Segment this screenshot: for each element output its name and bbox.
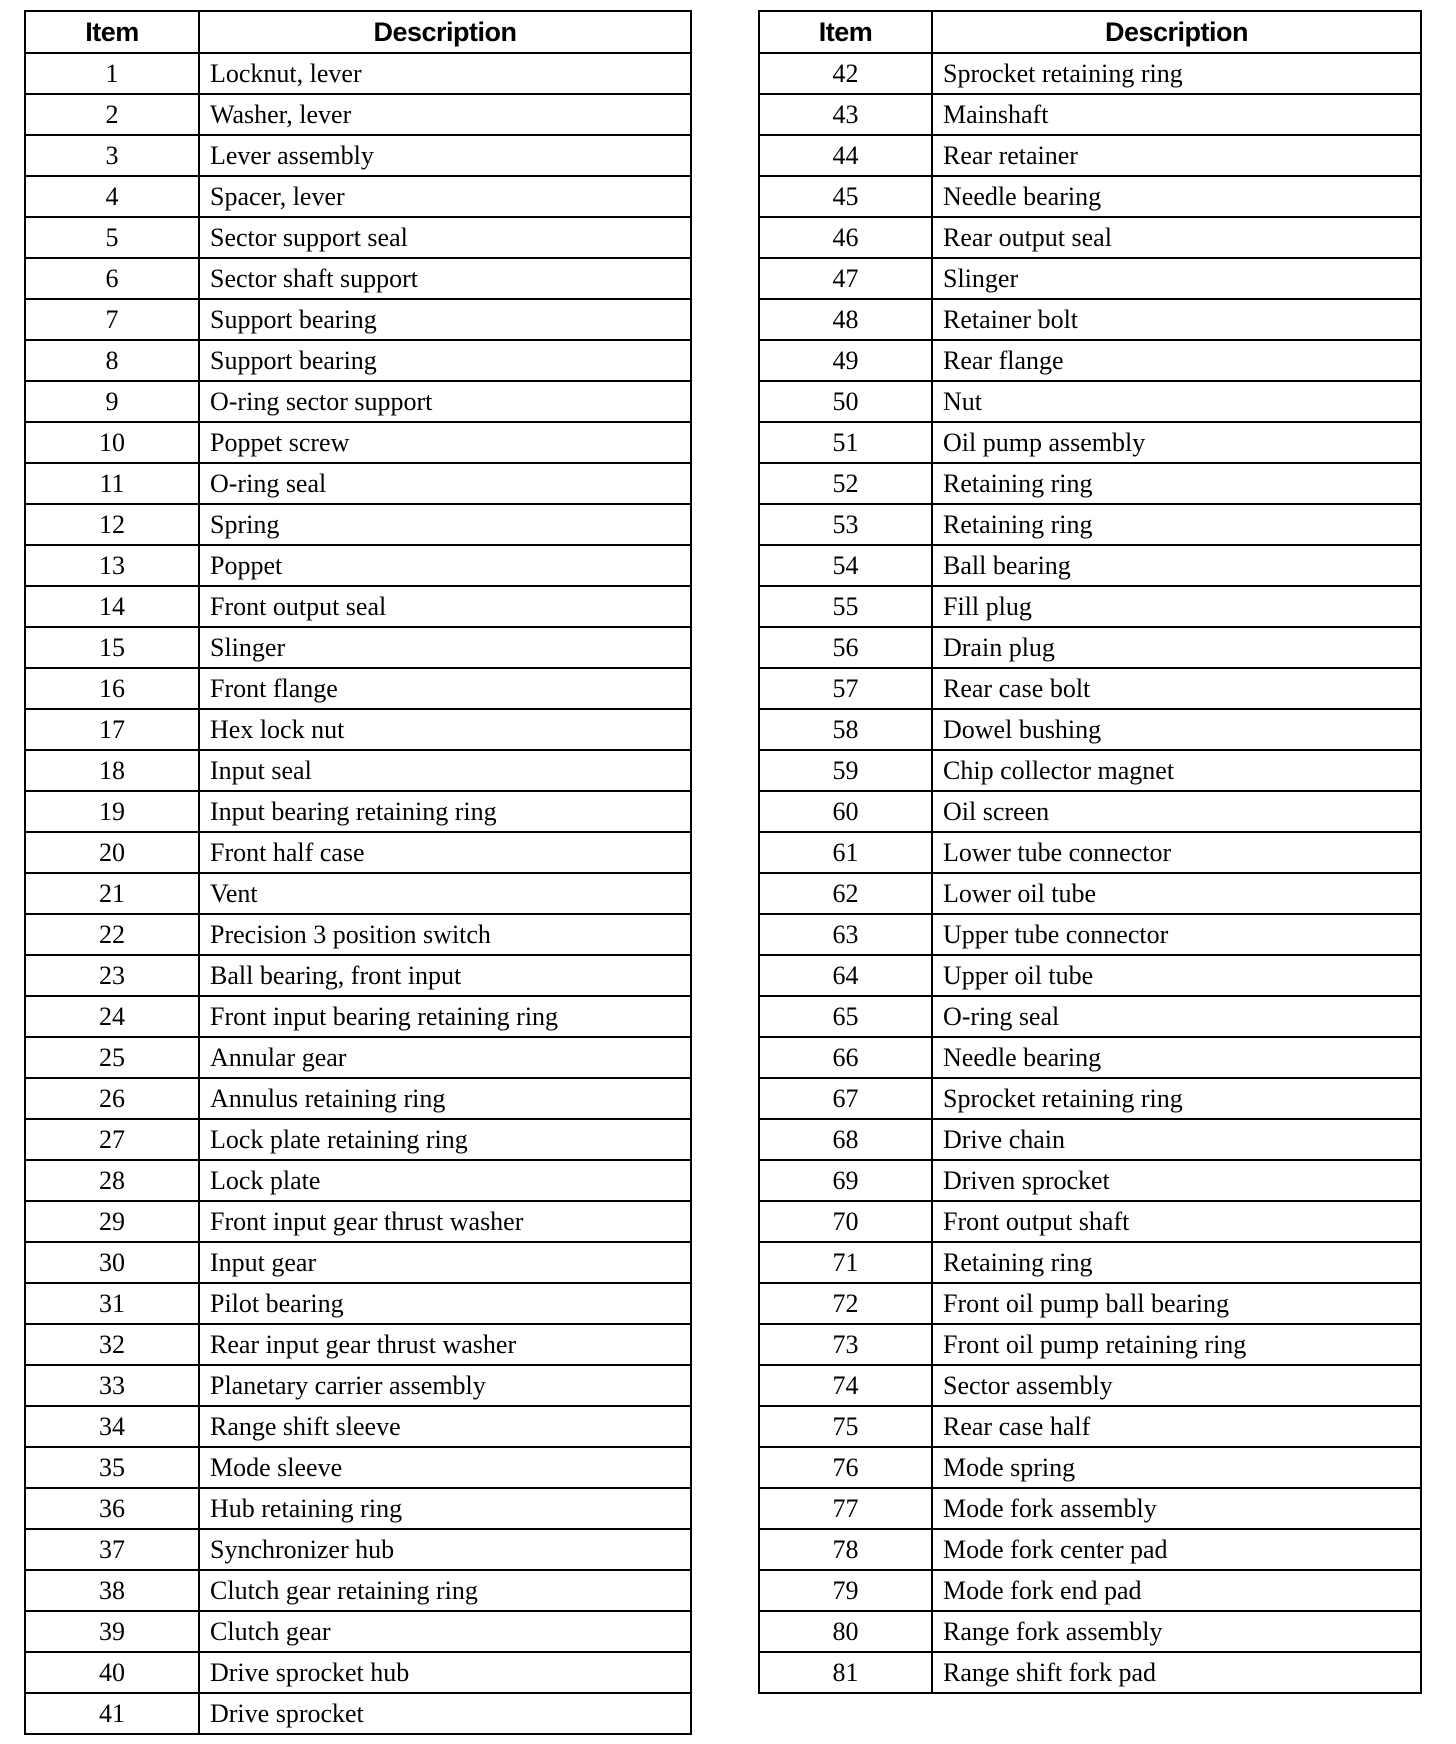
item-number: 14 [25, 586, 199, 627]
item-number: 35 [25, 1447, 199, 1488]
table-row [759, 668, 1421, 709]
column-header-description: Description [932, 11, 1421, 53]
item-description: Fill plug [932, 586, 1421, 627]
item-number: 41 [25, 1693, 199, 1734]
table-row [25, 299, 691, 340]
table-row [25, 1078, 691, 1119]
item-description: Ball bearing [932, 545, 1421, 586]
table-row [759, 1283, 1421, 1324]
table-row [25, 1611, 691, 1652]
table-row [25, 1119, 691, 1160]
table-row [759, 504, 1421, 545]
item-number: 37 [25, 1529, 199, 1570]
item-description: Locknut, lever [199, 53, 691, 94]
item-number: 52 [759, 463, 932, 504]
item-number: 66 [759, 1037, 932, 1078]
item-number: 59 [759, 750, 932, 791]
item-number: 1 [25, 53, 199, 94]
item-description: Ball bearing, front input [199, 955, 691, 996]
item-number: 38 [25, 1570, 199, 1611]
header-row [25, 11, 691, 53]
item-description: Mainshaft [932, 94, 1421, 135]
item-number: 69 [759, 1160, 932, 1201]
item-description: Mode fork center pad [932, 1529, 1421, 1570]
item-description: Front input gear thrust washer [199, 1201, 691, 1242]
table-row [25, 1283, 691, 1324]
item-number: 6 [25, 258, 199, 299]
table-row [25, 1037, 691, 1078]
item-description: Retainer bolt [932, 299, 1421, 340]
table-row [759, 94, 1421, 135]
item-description: Synchronizer hub [199, 1529, 691, 1570]
item-number: 54 [759, 545, 932, 586]
table-row [25, 1242, 691, 1283]
table-row [25, 545, 691, 586]
item-number: 30 [25, 1242, 199, 1283]
item-number: 62 [759, 873, 932, 914]
table-row [759, 463, 1421, 504]
table-row [25, 791, 691, 832]
item-description: Sector shaft support [199, 258, 691, 299]
item-number: 80 [759, 1611, 932, 1652]
item-number: 16 [25, 668, 199, 709]
item-description: Hex lock nut [199, 709, 691, 750]
table-row [759, 1324, 1421, 1365]
table-row [25, 463, 691, 504]
item-description: Driven sprocket [932, 1160, 1421, 1201]
table-row [25, 1693, 691, 1734]
item-description: Range shift fork pad [932, 1652, 1421, 1693]
table-row [25, 1447, 691, 1488]
item-description: Front oil pump retaining ring [932, 1324, 1421, 1365]
item-description: Vent [199, 873, 691, 914]
item-description: O-ring sector support [199, 381, 691, 422]
table-row [759, 545, 1421, 586]
item-description: Annular gear [199, 1037, 691, 1078]
item-description: Retaining ring [932, 463, 1421, 504]
item-description: Front input bearing retaining ring [199, 996, 691, 1037]
item-description: Lock plate retaining ring [199, 1119, 691, 1160]
table-row [25, 94, 691, 135]
item-number: 2 [25, 94, 199, 135]
item-description: Chip collector magnet [932, 750, 1421, 791]
table-row [759, 340, 1421, 381]
item-description: Clutch gear retaining ring [199, 1570, 691, 1611]
item-description: Oil screen [932, 791, 1421, 832]
table-row [759, 1488, 1421, 1529]
table-row [25, 586, 691, 627]
item-number: 55 [759, 586, 932, 627]
item-number: 65 [759, 996, 932, 1037]
item-number: 33 [25, 1365, 199, 1406]
item-number: 40 [25, 1652, 199, 1693]
item-description: Sector support seal [199, 217, 691, 258]
item-number: 79 [759, 1570, 932, 1611]
item-number: 77 [759, 1488, 932, 1529]
table-row [25, 1406, 691, 1447]
item-description: Input seal [199, 750, 691, 791]
item-description: Range fork assembly [932, 1611, 1421, 1652]
item-description: Precision 3 position switch [199, 914, 691, 955]
item-description: Lower tube connector [932, 832, 1421, 873]
item-number: 71 [759, 1242, 932, 1283]
item-description: Support bearing [199, 340, 691, 381]
item-description: Lever assembly [199, 135, 691, 176]
item-number: 10 [25, 422, 199, 463]
item-number: 47 [759, 258, 932, 299]
table-row [25, 1529, 691, 1570]
item-description: Annulus retaining ring [199, 1078, 691, 1119]
table-row [759, 955, 1421, 996]
item-description: Oil pump assembly [932, 422, 1421, 463]
item-number: 63 [759, 914, 932, 955]
item-description: O-ring seal [199, 463, 691, 504]
item-number: 60 [759, 791, 932, 832]
item-description: Rear retainer [932, 135, 1421, 176]
table-row [25, 750, 691, 791]
item-number: 18 [25, 750, 199, 791]
item-number: 7 [25, 299, 199, 340]
item-number: 75 [759, 1406, 932, 1447]
table-row [759, 1570, 1421, 1611]
item-description: Planetary carrier assembly [199, 1365, 691, 1406]
column-header-item: Item [25, 11, 199, 53]
item-number: 23 [25, 955, 199, 996]
parts-list-left [25, 53, 691, 1734]
table-row [25, 217, 691, 258]
table-row [25, 1652, 691, 1693]
item-description: Hub retaining ring [199, 1488, 691, 1529]
table-row [25, 996, 691, 1037]
item-description: Slinger [199, 627, 691, 668]
item-number: 3 [25, 135, 199, 176]
table-row [759, 135, 1421, 176]
item-number: 42 [759, 53, 932, 94]
item-number: 76 [759, 1447, 932, 1488]
item-number: 51 [759, 422, 932, 463]
item-number: 4 [25, 176, 199, 217]
parts-list-right [759, 53, 1421, 1693]
table-row [759, 1611, 1421, 1652]
item-number: 58 [759, 709, 932, 750]
table-row [759, 1242, 1421, 1283]
table-row [759, 422, 1421, 463]
table-row [759, 873, 1421, 914]
item-number: 36 [25, 1488, 199, 1529]
item-number: 12 [25, 504, 199, 545]
table-row [759, 627, 1421, 668]
table-row [759, 53, 1421, 94]
item-description: Spacer, lever [199, 176, 691, 217]
item-number: 34 [25, 1406, 199, 1447]
table-row [759, 996, 1421, 1037]
item-number: 64 [759, 955, 932, 996]
table-row [25, 668, 691, 709]
item-number: 67 [759, 1078, 932, 1119]
item-description: Pilot bearing [199, 1283, 691, 1324]
table-row [759, 1037, 1421, 1078]
table-row [25, 381, 691, 422]
item-number: 49 [759, 340, 932, 381]
item-number: 45 [759, 176, 932, 217]
item-description: Lock plate [199, 1160, 691, 1201]
item-description: Mode sleeve [199, 1447, 691, 1488]
item-number: 61 [759, 832, 932, 873]
item-description: Clutch gear [199, 1611, 691, 1652]
item-description: Needle bearing [932, 1037, 1421, 1078]
item-description: Poppet [199, 545, 691, 586]
table-row [25, 709, 691, 750]
table-row [25, 1324, 691, 1365]
table-row [759, 1119, 1421, 1160]
item-number: 29 [25, 1201, 199, 1242]
table-row [759, 1201, 1421, 1242]
item-description: Front half case [199, 832, 691, 873]
table-row [759, 709, 1421, 750]
item-number: 13 [25, 545, 199, 586]
item-number: 81 [759, 1652, 932, 1693]
item-number: 15 [25, 627, 199, 668]
parts-table-left [24, 10, 692, 1735]
item-number: 53 [759, 504, 932, 545]
table-row [759, 914, 1421, 955]
item-number: 9 [25, 381, 199, 422]
item-description: Front output shaft [932, 1201, 1421, 1242]
item-number: 46 [759, 217, 932, 258]
item-description: Support bearing [199, 299, 691, 340]
item-number: 50 [759, 381, 932, 422]
item-number: 48 [759, 299, 932, 340]
item-description: Drive sprocket [199, 1693, 691, 1734]
item-description: Rear case bolt [932, 668, 1421, 709]
item-description: Rear input gear thrust washer [199, 1324, 691, 1365]
item-number: 73 [759, 1324, 932, 1365]
item-number: 22 [25, 914, 199, 955]
table-row [25, 422, 691, 463]
item-number: 78 [759, 1529, 932, 1570]
item-number: 21 [25, 873, 199, 914]
item-description: Drive chain [932, 1119, 1421, 1160]
item-description: Rear flange [932, 340, 1421, 381]
table-row [759, 176, 1421, 217]
item-description: Mode fork end pad [932, 1570, 1421, 1611]
table-row [759, 1529, 1421, 1570]
item-description: Drain plug [932, 627, 1421, 668]
item-number: 28 [25, 1160, 199, 1201]
item-description: Mode fork assembly [932, 1488, 1421, 1529]
item-description: O-ring seal [932, 996, 1421, 1037]
item-description: Rear case half [932, 1406, 1421, 1447]
item-description: Nut [932, 381, 1421, 422]
item-number: 72 [759, 1283, 932, 1324]
table-row [759, 217, 1421, 258]
table-row [759, 832, 1421, 873]
item-description: Mode spring [932, 1447, 1421, 1488]
column-header-description: Description [199, 11, 691, 53]
item-description: Drive sprocket hub [199, 1652, 691, 1693]
item-number: 20 [25, 832, 199, 873]
item-number: 74 [759, 1365, 932, 1406]
table-row [25, 873, 691, 914]
item-description: Slinger [932, 258, 1421, 299]
item-description: Upper tube connector [932, 914, 1421, 955]
item-description: Needle bearing [932, 176, 1421, 217]
table-row [25, 258, 691, 299]
item-description: Upper oil tube [932, 955, 1421, 996]
item-number: 27 [25, 1119, 199, 1160]
table-row [25, 504, 691, 545]
item-number: 19 [25, 791, 199, 832]
item-number: 25 [25, 1037, 199, 1078]
item-number: 39 [25, 1611, 199, 1652]
table-row [25, 1488, 691, 1529]
item-number: 68 [759, 1119, 932, 1160]
item-description: Front oil pump ball bearing [932, 1283, 1421, 1324]
column-header-item: Item [759, 11, 932, 53]
item-number: 17 [25, 709, 199, 750]
table-row [759, 258, 1421, 299]
table-row [759, 586, 1421, 627]
table-row [759, 299, 1421, 340]
item-number: 31 [25, 1283, 199, 1324]
item-description: Sprocket retaining ring [932, 53, 1421, 94]
table-row [25, 955, 691, 996]
table-row [25, 176, 691, 217]
item-description: Sector assembly [932, 1365, 1421, 1406]
item-description: Front flange [199, 668, 691, 709]
item-number: 11 [25, 463, 199, 504]
table-row [759, 381, 1421, 422]
table-row [759, 750, 1421, 791]
item-description: Front output seal [199, 586, 691, 627]
item-number: 5 [25, 217, 199, 258]
table-row [759, 1447, 1421, 1488]
table-row [25, 914, 691, 955]
table-row [25, 1201, 691, 1242]
table-row [25, 1365, 691, 1406]
item-description: Spring [199, 504, 691, 545]
parts-table-right [758, 10, 1422, 1694]
table-row [25, 627, 691, 668]
table-row [759, 1406, 1421, 1447]
item-number: 44 [759, 135, 932, 176]
table-row [759, 1078, 1421, 1119]
table-row [759, 1160, 1421, 1201]
item-description: Retaining ring [932, 504, 1421, 545]
table-row [759, 1652, 1421, 1693]
item-description: Sprocket retaining ring [932, 1078, 1421, 1119]
item-number: 8 [25, 340, 199, 381]
table-row [25, 340, 691, 381]
item-description: Dowel bushing [932, 709, 1421, 750]
item-description: Washer, lever [199, 94, 691, 135]
item-number: 70 [759, 1201, 932, 1242]
item-description: Input gear [199, 1242, 691, 1283]
table-row [25, 1160, 691, 1201]
table-row [25, 135, 691, 176]
table-row [759, 791, 1421, 832]
table-row [25, 1570, 691, 1611]
item-description: Rear output seal [932, 217, 1421, 258]
item-number: 43 [759, 94, 932, 135]
table-row [25, 53, 691, 94]
header-row [759, 11, 1421, 53]
item-number: 24 [25, 996, 199, 1037]
item-description: Retaining ring [932, 1242, 1421, 1283]
table-row [25, 832, 691, 873]
item-description: Poppet screw [199, 422, 691, 463]
item-number: 56 [759, 627, 932, 668]
item-description: Range shift sleeve [199, 1406, 691, 1447]
item-description: Lower oil tube [932, 873, 1421, 914]
item-number: 57 [759, 668, 932, 709]
item-number: 26 [25, 1078, 199, 1119]
item-number: 32 [25, 1324, 199, 1365]
table-row [759, 1365, 1421, 1406]
item-description: Input bearing retaining ring [199, 791, 691, 832]
